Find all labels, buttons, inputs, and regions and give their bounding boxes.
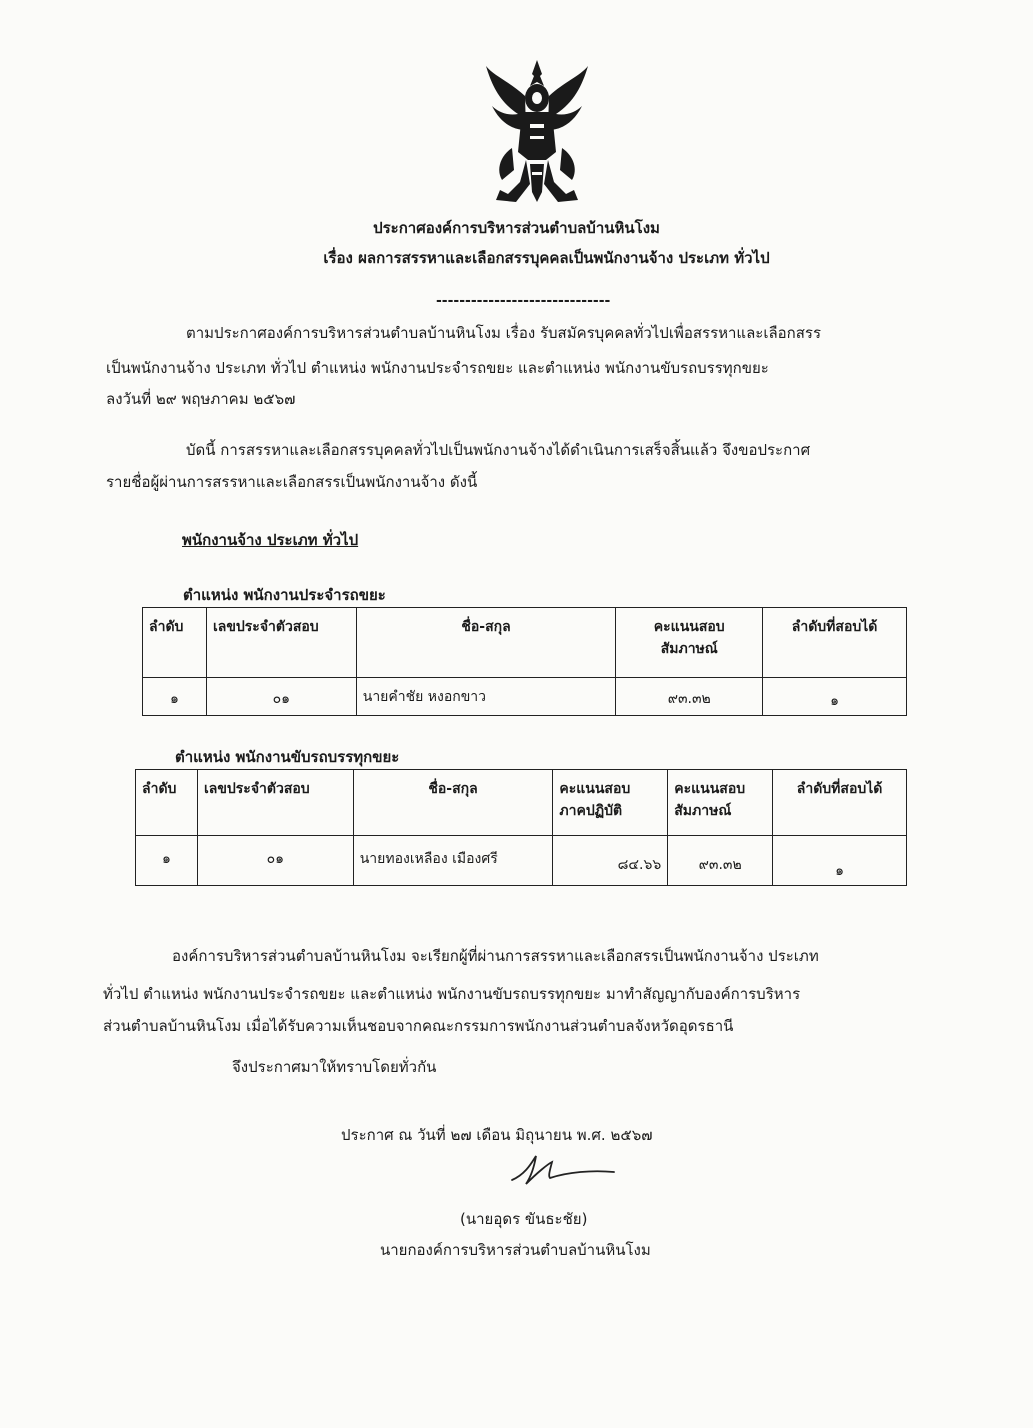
cell-rank: ๑ — [763, 678, 907, 716]
header-cell — [668, 770, 773, 836]
header-cell: ชื่อ-สกุล — [353, 770, 553, 836]
header-text: คะแนนสอบ — [559, 781, 631, 797]
announce-line: รายชื่อผู้ผ่านการสรรหาและเลือกสรรเป็นพนักงานจ้าง ดังนี้ — [106, 473, 478, 491]
cell-id: ๐๑ — [206, 678, 356, 716]
header-text: คะแนนสอบ — [653, 619, 725, 635]
cell-no: ๑ — [143, 678, 207, 716]
section-title: พนักงานจ้าง ประเภท ทั่วไป — [182, 531, 359, 549]
cell-interview: ๙๓.๓๒ — [668, 836, 773, 886]
closing-line: ทั่วไป ตำแหน่ง พนักงานประจำรถขยะ และตำแหน่ง พนักงานขับรถบรรทุกขยะ มาทำสัญญากับองค์การบริหาร — [103, 985, 801, 1003]
cell-id: ๐๑ — [197, 836, 353, 886]
position-title: ตำแหน่ง พนักงานประจำรถขยะ — [183, 586, 386, 604]
table-row — [143, 678, 907, 716]
intro-line: ตามประกาศองค์การบริหารส่วนตำบลบ้านหินโงม เรื่อง รับสมัครบุคคลทั่วไปเพื่อสรรหาและเลือกสรร — [186, 324, 822, 342]
header-cell — [553, 770, 668, 836]
results-table — [135, 769, 907, 886]
table-row — [136, 836, 907, 886]
garuda-emblem — [482, 52, 592, 212]
announce-line: บัดนี้ การสรรหาและเลือกสรรบุคคลทั่วไปเป็นพนักงานจ้างได้ดำเนินการเสร็จสิ้นแล้ว จึงขอประกาศ — [186, 441, 811, 459]
signatory-title: นายกองค์การบริหารส่วนตำบลบ้านหินโงม — [380, 1241, 651, 1259]
header-cell: เลขประจำตัวสอบ — [206, 608, 356, 678]
header-cell: ลำดับที่สอบได้ — [763, 608, 907, 678]
header-text: สัมภาษณ์ — [674, 803, 732, 819]
header-cell: ชื่อ-สกุล — [356, 608, 616, 678]
results-table — [142, 607, 907, 716]
signatory-name: (นายอุดร ขันธะชัย) — [460, 1210, 588, 1228]
header-text: คะแนนสอบ — [674, 781, 746, 797]
notice-line: จึงประกาศมาให้ทราบโดยทั่วกัน — [232, 1058, 437, 1076]
header-cell: ลำดับ — [136, 770, 198, 836]
closing-line: องค์การบริหารส่วนตำบลบ้านหินโงม จะเรียกผู้ที่ผ่านการสรรหาและเลือกสรรเป็นพนักงานจ้าง ประเภท — [172, 947, 819, 965]
header-cell: เลขประจำตัวสอบ — [197, 770, 353, 836]
cell-name: นายทองเหลือง เมืองศรี — [353, 836, 553, 886]
header-text: ภาคปฏิบัติ — [559, 803, 623, 819]
announcement-date: ประกาศ ณ วันที่ ๒๗ เดือน มิถุนายน พ.ศ. ๒๕๖๗ — [341, 1126, 653, 1144]
intro-line: ลงวันที่ ๒๙ พฤษภาคม ๒๕๖๗ — [106, 390, 296, 408]
signature — [508, 1150, 618, 1190]
header-cell: ลำดับ — [143, 608, 207, 678]
document-subject: เรื่อง ผลการสรรหาและเลือกสรรบุคคลเป็นพนักงานจ้าง ประเภท ทั่วไป — [323, 249, 770, 267]
header-text: สัมภาษณ์ — [660, 641, 718, 657]
closing-line: ส่วนตำบลบ้านหินโงม เมื่อได้รับความเห็นชอบจากคณะกรรมการพนักงานส่วนตำบลจังหวัดอุดรธานี — [103, 1017, 734, 1035]
intro-line: เป็นพนักงานจ้าง ประเภท ทั่วไป ตำแหน่ง พนักงานประจำรถขยะ และตำแหน่ง พนักงานขับรถบรรทุกขยะ — [106, 359, 769, 377]
cell-interview: ๙๓.๓๒ — [616, 678, 763, 716]
header-divider: ------------------------------ — [436, 293, 611, 309]
header-cell: ลำดับที่สอบได้ — [773, 770, 907, 836]
cell-name: นายคำชัย หงอกขาว — [356, 678, 616, 716]
cell-no: ๑ — [136, 836, 198, 886]
position-title: ตำแหน่ง พนักงานขับรถบรรทุกขยะ — [175, 748, 400, 766]
header-cell — [616, 608, 763, 678]
cell-practical: ๘๔.๖๖ — [553, 836, 668, 886]
cell-rank: ๑ — [773, 836, 907, 886]
document-title: ประกาศองค์การบริหารส่วนตำบลบ้านหินโงม — [373, 219, 660, 237]
